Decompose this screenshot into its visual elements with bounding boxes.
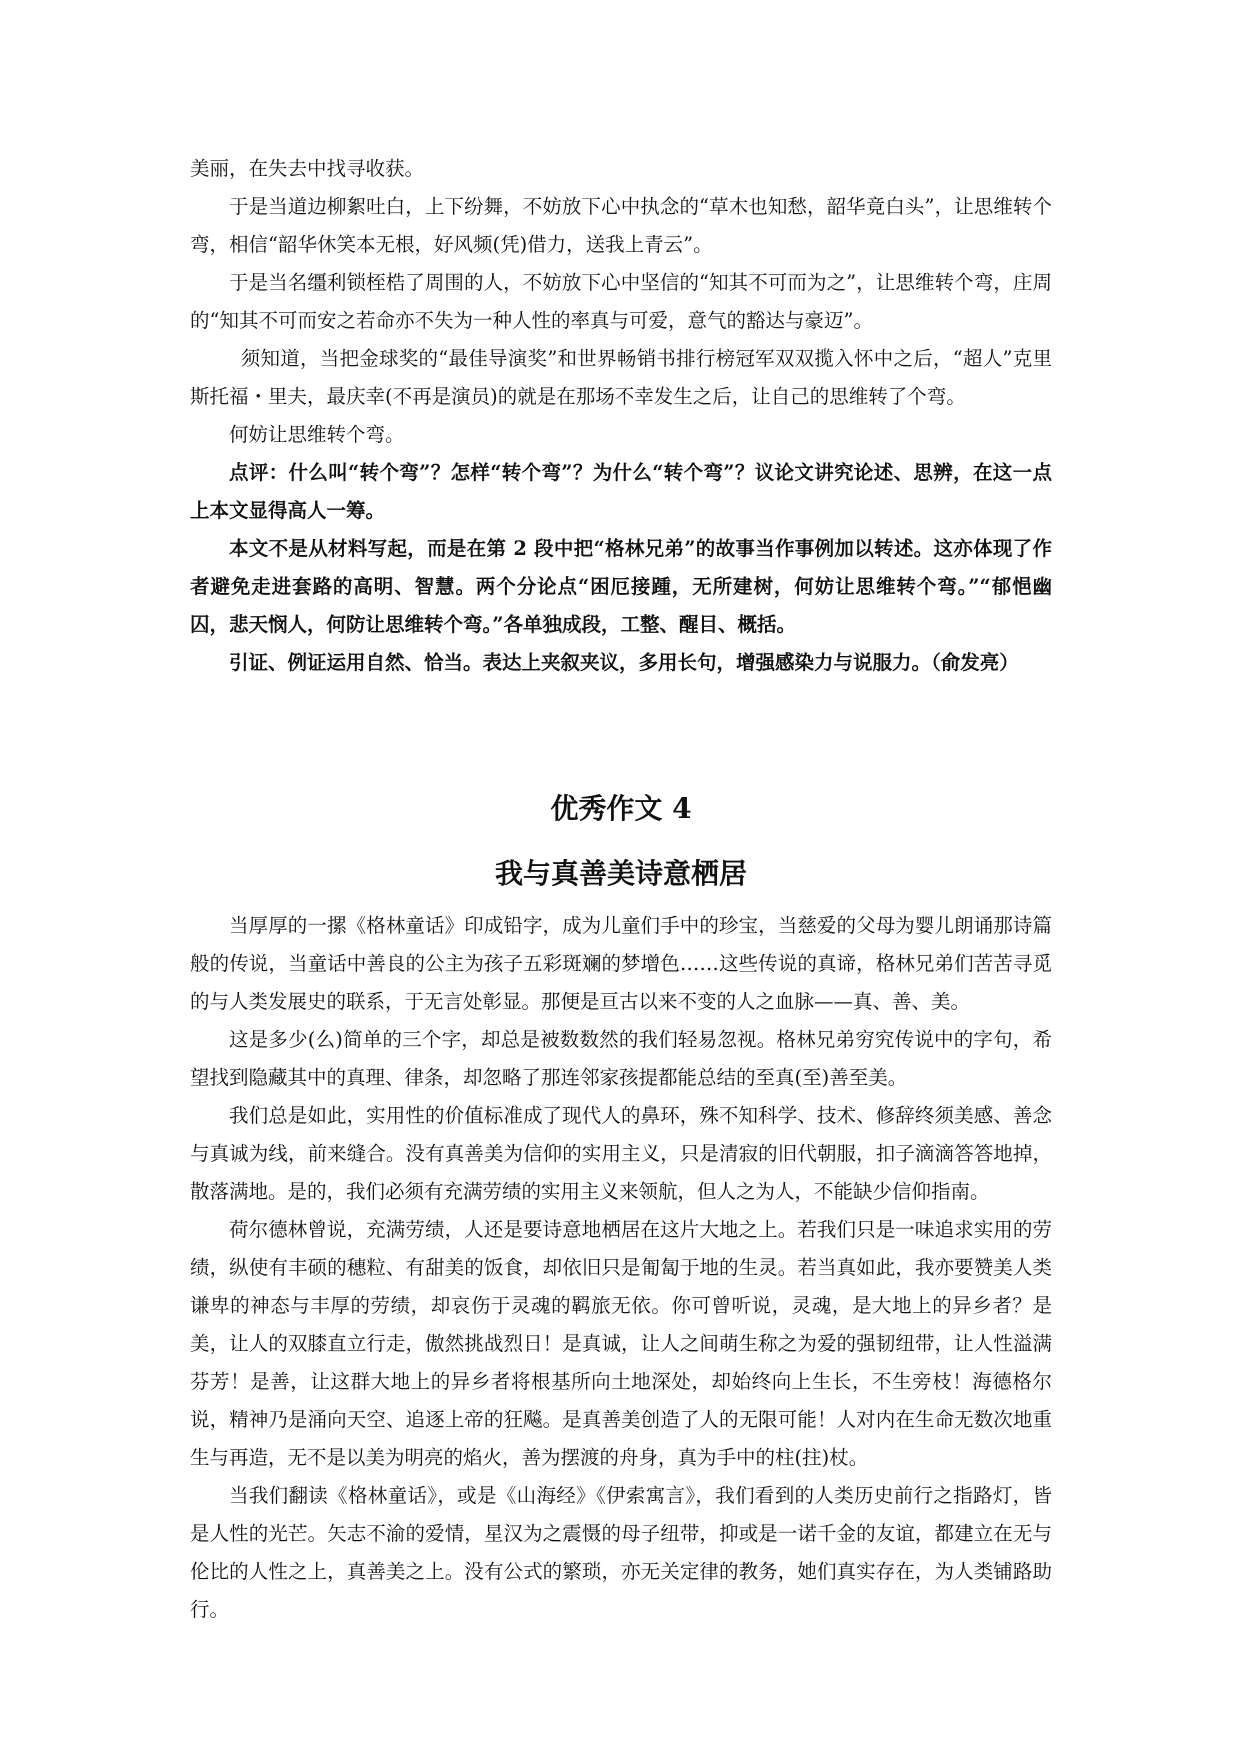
section-gap <box>190 682 1052 777</box>
paragraph: 何妨让思维转个弯。 <box>229 423 405 446</box>
comment-paragraph: 引证、例证运用自然、恰当。表达上夹叙夹议，多用长句，增强感染力与说服力。（俞发亮） <box>229 651 1019 674</box>
paragraph: 这是多少(么)简单的三个字，却总是被数数然的我们轻易忽视。格林兄弟穷究传说中的字句，希望找到隐藏其中的真理、律条，却忽略了那连邻家孩提都能总结的至真(至)善至美。 <box>190 1028 1052 1089</box>
paragraph: 美丽，在失去中找寻收获。 <box>190 157 425 180</box>
paragraph: 当厚厚的一摞《格林童话》印成铅字，成为儿童们手中的珍宝，当慈爱的父母为婴儿朗诵那诗篇般的传说，当童话中善良的公主为孩子五彩斑斓的梦增色……这些传说的真谛，格林兄弟们苦苦寻觅的与人类发展史的联系，于无言处彰显。那便是亘古以来不变的人之血脉——真、善、美。 <box>190 914 1052 1013</box>
paragraph: 须知道，当把金球奖的“最佳导演奖”和世界畅销书排行榜冠军双双揽入怀中之后，“超人”克里斯托福・里夫，最庆幸(不再是演员)的就是在那场不幸发生之后，让自己的思维转了个弯。 <box>190 347 1052 408</box>
paragraph: 荷尔德林曾说，充满劳绩，人还是要诗意地栖居在这片大地之上。若我们只是一味追求实用的劳绩，纵使有丰硕的穗粒、有甜美的饭食，却依旧只是匍匐于地的生灵。若当真如此，我亦要赞美人类谦卑的神态与丰厚的劳绩，却哀伤于灵魂的羁旅无依。你可曾听说，灵魂，是大地上的异乡者？是美，让人的双膝直立行走，傲然挑战烈日！是真诚，让人之间萌生称之为爱的强韧纽带，让人性溢满芬芳！是善，让这群大地上的异乡者将根基所向土地深处，却始终向上生长，不生旁枝！海德格尔说，精神乃是涌向天空、追逐上帝的狂飚。是真善美创造了人的无限可能！人对内在生命无数次地重生与再造，无不是以美为明亮的焰火，善为摆渡的舟身，真为手中的柱(拄)杖。 <box>190 1218 1052 1469</box>
paragraph: 于是当名缰利锁桎梏了周围的人，不妨放下心中坚信的“知其不可而为之”，让思维转个弯，庄周的“知其不可而安之若命亦不失为一种人性的率真与可爱，意气的豁达与豪迈”。 <box>190 271 1052 332</box>
essay-title: 我与真善美诗意栖居 <box>494 857 747 890</box>
paragraph: 于是当道边柳絮吐白，上下纷舞，不妨放下心中执念的“草木也知愁，韶华竟白头”，让思维转个弯，相信“韶华休笑本无根，好风频(凭)借力，送我上青云”。 <box>190 195 1052 256</box>
page-content <box>190 150 1052 1629</box>
paragraph: 当我们翻读《格林童话》，或是《山海经》《伊索寓言》，我们看到的人类历史前行之指路灯，皆是人性的光芒。矢志不渝的爱情，星汉为之震慑的母子纽带，抑或是一诺千金的友谊，都建立在无与伦比的人性之上，真善美之上。没有公式的繁琐，亦无关定律的教务，她们真实存在，为人类铺路助行。 <box>190 1484 1052 1621</box>
comment-paragraph: 点评：什么叫“转个弯”？怎样“转个弯”？为什么“转个弯”？议论文讲究论述、思辨，在这一点上本文显得高人一筹。 <box>190 461 1052 522</box>
paragraph: 我们总是如此，实用性的价值标准成了现代人的鼻环，殊不知科学、技术、修辞终须美感、善念与真诚为线，前来缝合。没有真善美为信仰的实用主义，只是清寂的旧代朝服，扣子滴滴答答地掉，散落满地。是的，我们必须有充满劳绩的实用主义来领航，但人之为人，不能缺少信仰指南。 <box>190 1104 1052 1203</box>
comment-paragraph: 本文不是从材料写起，而是在第 2 段中把“格林兄弟”的故事当作事例加以转述。这亦体现了作者避免走进套路的高明、智慧。两个分论点“困厄接踵，无所建树，何妨让思维转个弯。”“郁悒幽囚，悲天悯人，何防让思维转个弯。”各单独成段，工整、醒目、概括。 <box>190 537 1052 636</box>
essay-number-heading: 优秀作文 4 <box>550 792 692 825</box>
